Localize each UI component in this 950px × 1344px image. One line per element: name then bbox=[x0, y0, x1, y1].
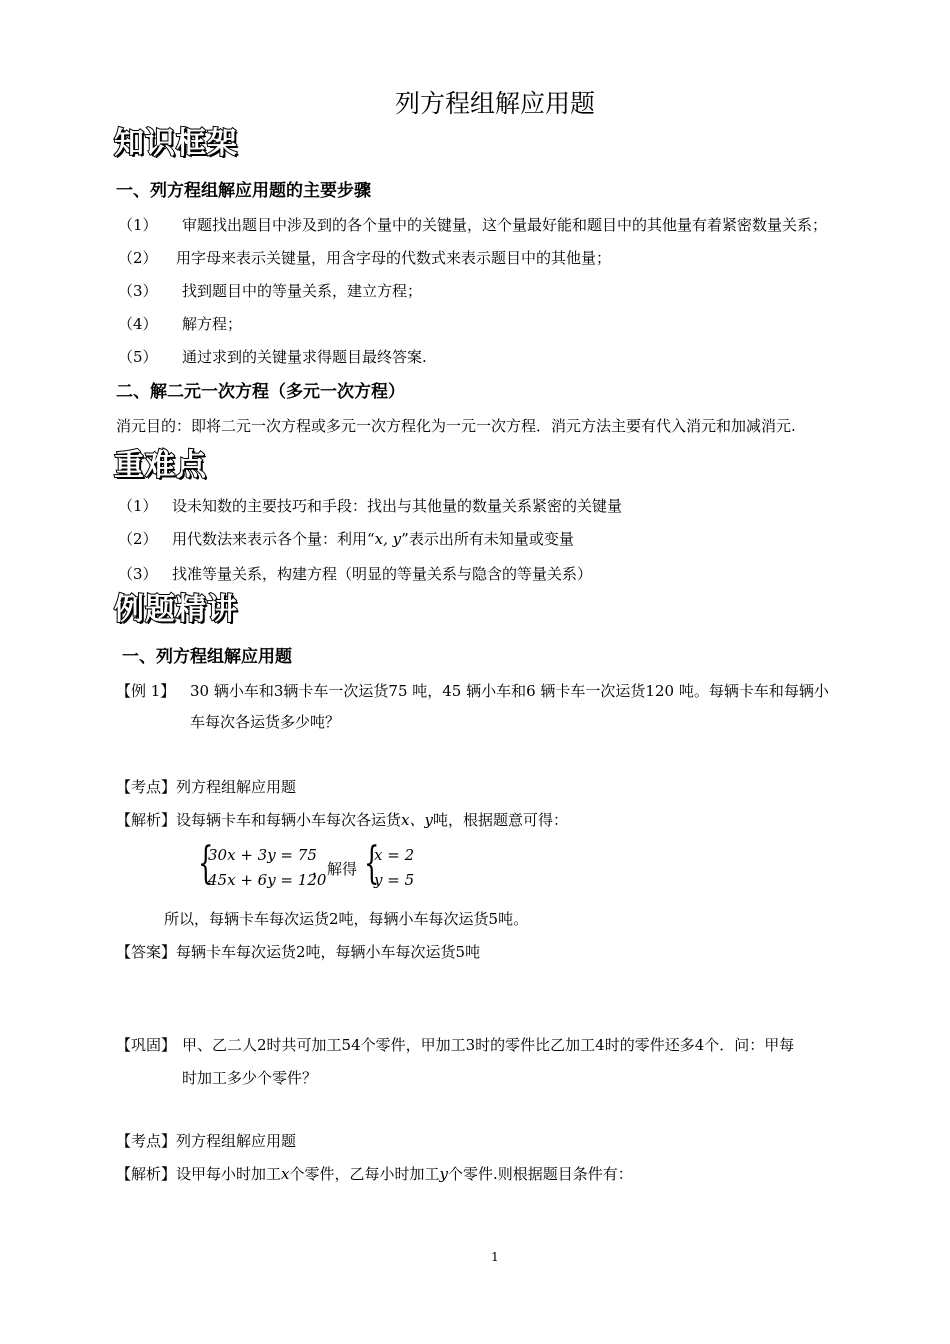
example1-question-line1: 30 辆小车和3辆卡车一次运货75 吨，45 辆小车和6 辆卡车一次运货120 吨。每辆卡车和每辆小 bbox=[190, 682, 829, 700]
example1-question-line2: 车每次各运货多少吨？ bbox=[190, 713, 341, 731]
banner-key-points: 重难点 bbox=[114, 448, 207, 483]
section2-heading: 二、解二元一次方程（多元一次方程） bbox=[116, 382, 405, 402]
practice-question-line2: 时加工多少个零件？ bbox=[182, 1069, 318, 1087]
examples-heading: 一、列方程组解应用题 bbox=[122, 647, 292, 667]
example1-label: 【例 1】 bbox=[116, 682, 176, 700]
practice-question-line1: 甲、乙二人2时共可加工54个零件，甲加工3时的零件比乙加工4时的零件还多4个．问：甲每 bbox=[182, 1036, 795, 1054]
page-number: 1 bbox=[491, 1250, 499, 1264]
practice-kaodian: 【考点】列方程组解应用题 bbox=[116, 1132, 297, 1150]
key-point-item: （2） 用代数法来表示各个量：利用“x, y”表示出所有未知量或变量 bbox=[118, 530, 574, 548]
example1-kaodian: 【考点】列方程组解应用题 bbox=[116, 778, 297, 796]
step-item: （3） 找到题目中的等量关系，建立方程； bbox=[118, 282, 423, 300]
example1-jiexi: 【解析】设每辆卡车和每辆小车每次各运货x、y吨，根据题意可得： bbox=[116, 811, 568, 829]
solution-2: y = 5 bbox=[374, 871, 415, 889]
example1-conclusion: 所以，每辆卡车每次运货2吨，每辆小车每次运货5吨。 bbox=[164, 910, 529, 928]
step-item: （5） 通过求到的关键量求得题目最终答案. bbox=[118, 348, 427, 366]
banner-knowledge-framework: 知识框架 bbox=[114, 126, 238, 161]
practice-label: 【巩固】 bbox=[116, 1036, 177, 1054]
section1-heading: 一、列方程组解应用题的主要步骤 bbox=[116, 181, 371, 201]
key-point-item: （1） 设未知数的主要技巧和手段：找出与其他量的数量关系紧密的关键量 bbox=[118, 497, 623, 515]
step-item: （1） 审题找出题目中涉及到的各个量中的关键量，这个量最好能和题目中的其他量有着紧密数量关系； bbox=[118, 216, 828, 234]
step-item: （2） 用字母来表示关键量，用含字母的代数式来表示题目中的其他量； bbox=[118, 249, 612, 267]
section2-text: 消元目的：即将二元一次方程或多元一次方程化为一元一次方程．消元方法主要有代入消元和加减消元. bbox=[116, 417, 796, 435]
left-brace-icon: { bbox=[198, 838, 214, 889]
banner-examples: 例题精讲 bbox=[114, 592, 238, 627]
left-brace-icon: { bbox=[364, 838, 380, 889]
equation-2: 45x + 6y = 120 bbox=[208, 871, 327, 889]
page-title: 列方程组解应用题 bbox=[394, 89, 595, 118]
key-point-item: （3） 找准等量关系，构建方程（明显的等量关系与隐含的等量关系） bbox=[118, 565, 593, 583]
solve-word: ，解得 bbox=[312, 860, 358, 878]
practice-jiexi: 【解析】设甲每小时加工x个零件，乙每小时加工y个零件.则根据题目条件有： bbox=[116, 1165, 633, 1183]
step-item: （4） 解方程； bbox=[118, 315, 243, 333]
equation-1: 30x + 3y = 75 bbox=[208, 846, 317, 864]
example1-answer: 【答案】每辆卡车每次运货2吨，每辆小车每次运货5吨 bbox=[116, 943, 481, 961]
solution-1: x = 2 bbox=[374, 846, 415, 864]
